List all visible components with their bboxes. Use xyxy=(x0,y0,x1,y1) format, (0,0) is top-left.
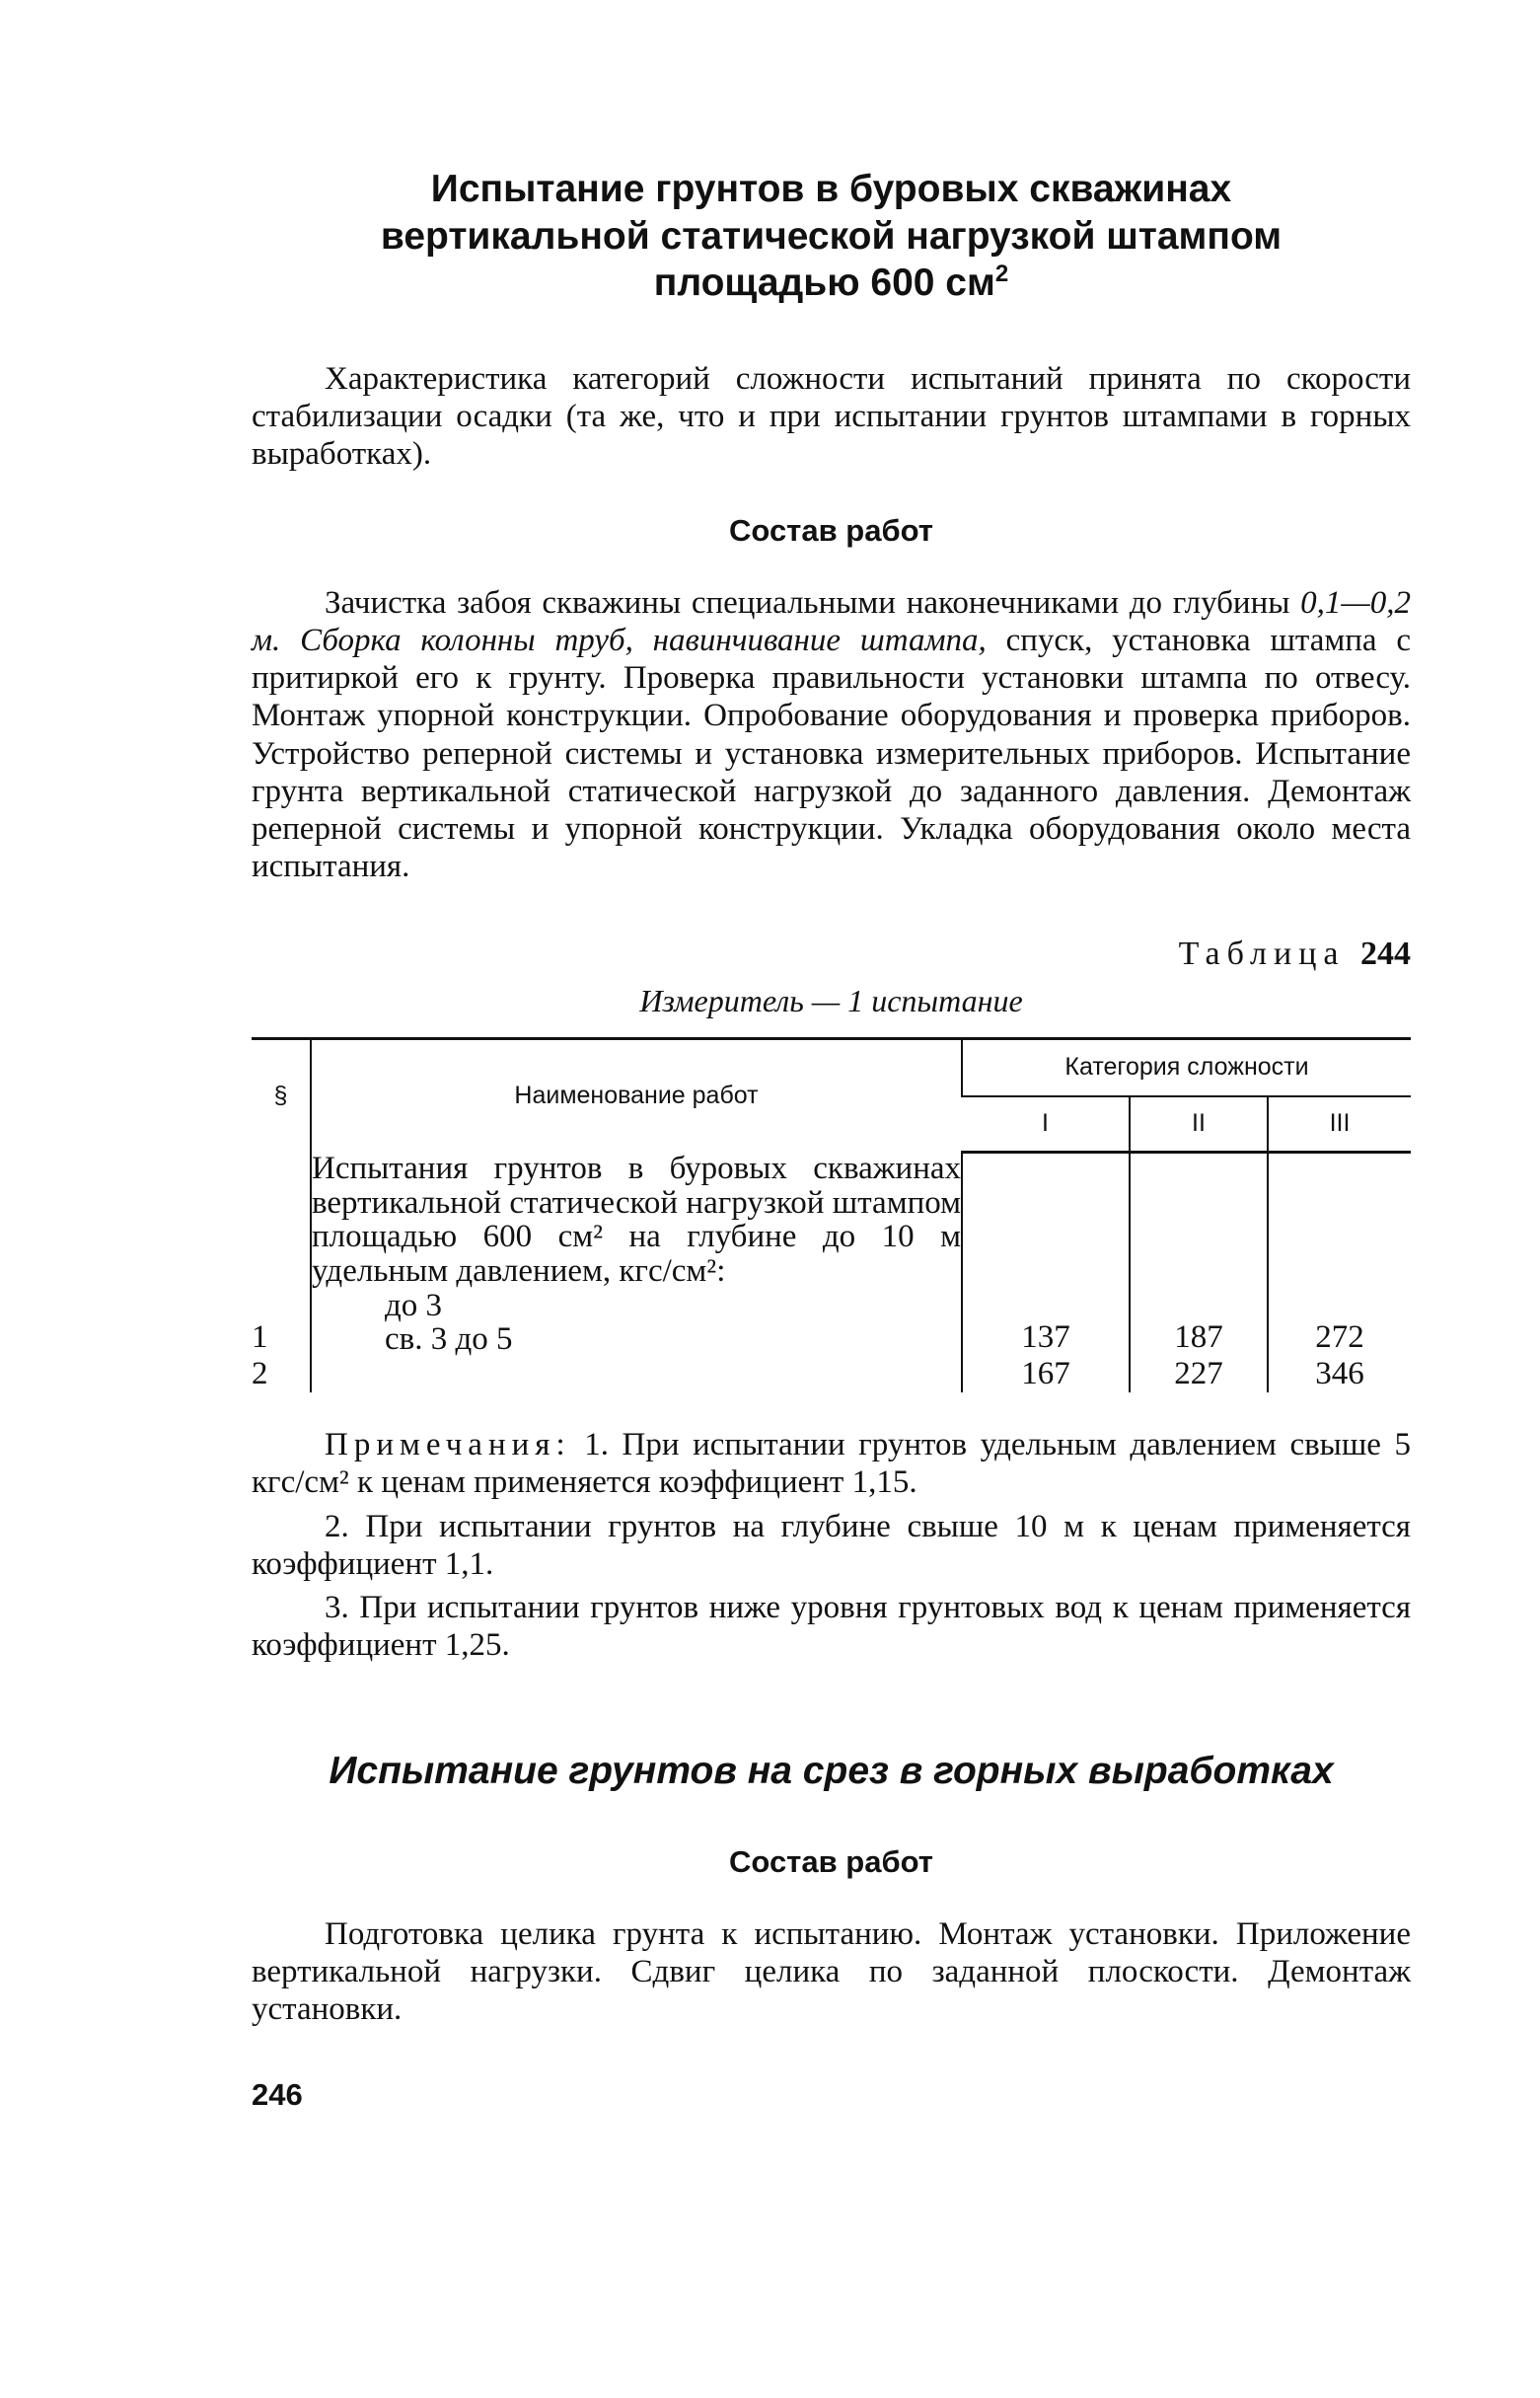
table-row xyxy=(252,1152,1411,1392)
header-cat-2: II xyxy=(1130,1096,1268,1153)
row-description xyxy=(311,1152,962,1392)
note-1-text: 1. При испытании грунтов удельным давлением свыше 5 кгс/см² к ценам применяется коэффициент 1,15. xyxy=(252,1427,1411,1501)
table-caption xyxy=(252,936,1411,973)
title-superscript: 2 xyxy=(994,261,1009,288)
note-3: 3. При испытании грунтов ниже уровня грунтовых вод к ценам применяется коэффициент 1,25. xyxy=(252,1590,1411,1664)
col-cat-1 xyxy=(962,1152,1130,1392)
section2-subheading: Состав работ xyxy=(729,1843,933,1879)
section2-paragraph: Подготовка целика грунта к испытанию. Монтаж установки. Приложение вертикальной нагрузки. Сдвиг целика по заданной плоскости. Демонтаж установки. xyxy=(252,1915,1411,2028)
work-text-part1: Зачистка забоя скважины специальными наконечниками до глубины xyxy=(325,584,1301,621)
header-cat-3: III xyxy=(1268,1096,1411,1153)
page-number: 246 xyxy=(252,2077,303,2113)
work-text-part2: спуск, установка штампа с притиркой его к грунту. Проверка правильности установки штампа по отвесу. Монтаж упорной конструкции. Опробование оборудования и проверка приборов. Устройство реперной системы и установка измерительных приборов. Испытание грунта вертикальной статической нагрузкой до заданного давления. Демонтаж реперной системы и упорной конструкции. Укладка оборудования около места испытания. xyxy=(252,622,1411,885)
value-r1-c3: 272 xyxy=(1315,1319,1364,1355)
notes-label: Примечания: xyxy=(325,1427,571,1462)
header-name: Наименование работ xyxy=(311,1038,962,1152)
value-r1-c2: 187 xyxy=(1174,1319,1223,1355)
note-1 xyxy=(252,1426,1411,1502)
header-cat-1: I xyxy=(962,1096,1130,1153)
work-description: Испытания грунтов в буровых скважинах вертикальной статической нагрузкой штампом площадью 600 см² на глубине до 10 м удельным давлением, кгс/см²: xyxy=(312,1151,961,1290)
notes xyxy=(252,1426,1411,1665)
title-line-3 xyxy=(252,260,1411,307)
note-2: 2. При испытании грунтов на глубине свыше 10 м к ценам применяется коэффициент 1,1. xyxy=(252,1508,1411,1582)
col-cat-2 xyxy=(1130,1152,1268,1392)
work-text-italic: 0,1—0,2 м. Сборка колонны труб, навинчивание штампа, xyxy=(252,584,1411,658)
row-indices xyxy=(252,1152,311,1392)
page xyxy=(252,166,1411,2113)
header-category: Категория сложности xyxy=(962,1038,1411,1096)
value-r2-c1: 167 xyxy=(1021,1356,1070,1391)
price-table xyxy=(252,1037,1411,1392)
title-line-3-text: площадью 600 см xyxy=(653,262,995,305)
table-number: 244 xyxy=(1360,935,1411,972)
value-r2-c2: 227 xyxy=(1174,1356,1223,1391)
title-line-1: Испытание грунтов в буровых скважинах xyxy=(430,168,1232,210)
intro-paragraph: Характеристика категорий сложности испытаний принята по скорости стабилизации осадки (та же, что и при испытании грунтов штампами в горных выработках). xyxy=(252,360,1411,473)
title-line-2: вертикальной статической нагрузкой штампом xyxy=(380,214,1283,258)
row-label-2: св. 3 до 5 xyxy=(385,1321,513,1358)
col-cat-3 xyxy=(1268,1152,1411,1392)
section-title xyxy=(252,166,1411,307)
row-label-1: до 3 xyxy=(385,1287,443,1323)
row-index-1: 1 xyxy=(252,1319,268,1355)
value-r2-c3: 346 xyxy=(1315,1356,1364,1391)
row-index-2: 2 xyxy=(252,1356,268,1391)
value-r1-c1: 137 xyxy=(1021,1319,1070,1355)
table-unit: Измеритель — 1 испытание xyxy=(639,982,1023,1018)
subheading-work-composition: Состав работ xyxy=(729,512,933,548)
header-index: § xyxy=(252,1038,311,1152)
table-label: Таблица xyxy=(1178,935,1346,972)
section2-title: Испытание грунтов на срез в горных выработках xyxy=(329,1749,1334,1792)
work-paragraph xyxy=(252,584,1411,886)
